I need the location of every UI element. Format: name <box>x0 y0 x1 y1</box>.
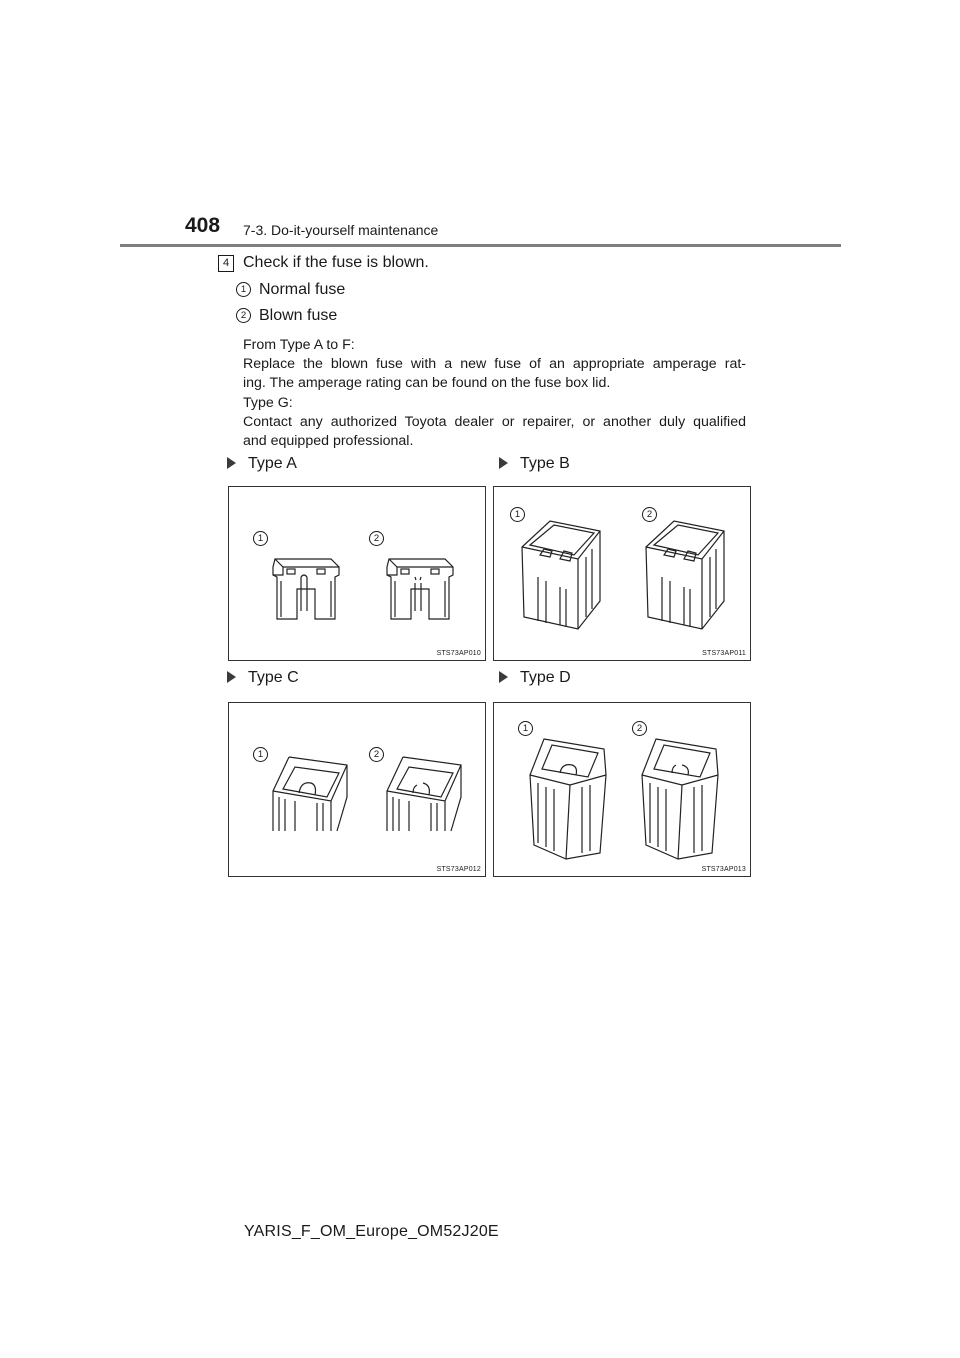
figure-label-type-a: Type A <box>227 455 297 473</box>
note-type-a-to-f <box>243 336 746 393</box>
item-number-badge: 1 <box>236 282 251 297</box>
figure-panel-type-a <box>228 486 486 661</box>
figure-code: STS73AP011 <box>702 650 746 657</box>
note-heading: Type G: <box>243 395 293 411</box>
triangle-bullet-icon <box>227 671 236 683</box>
note-line: Replace the blown fuse with a new fuse of an appropriate amperage rat- <box>243 356 746 372</box>
triangle-bullet-icon <box>499 457 508 469</box>
callout-1: 1 <box>518 721 533 736</box>
page-number: 408 <box>185 214 221 237</box>
callout-1: 1 <box>253 747 268 762</box>
header-rule <box>120 244 841 247</box>
item-number-badge: 2 <box>236 308 251 323</box>
section-title: 7-3. Do-it-yourself maintenance <box>243 222 439 238</box>
figure-label-type-b: Type B <box>499 455 570 473</box>
item-label-blown-fuse: Blown fuse <box>259 307 338 324</box>
callout-2: 2 <box>369 747 384 762</box>
callout-2: 2 <box>632 721 647 736</box>
callout-2: 2 <box>369 531 384 546</box>
callout-1: 1 <box>253 531 268 546</box>
triangle-bullet-icon <box>499 671 508 683</box>
step-number-box: 4 <box>218 255 234 272</box>
note-line: ing. The amperage rating can be found on the fuse box lid. <box>243 375 611 391</box>
figure-panel-type-d <box>493 702 751 877</box>
triangle-bullet-icon <box>227 457 236 469</box>
note-line: and equipped professional. <box>243 433 414 449</box>
step-instruction: Check if the fuse is blown. <box>243 254 429 271</box>
figure-code: STS73AP013 <box>701 866 746 873</box>
figure-label-type-c: Type C <box>227 669 299 687</box>
fuse-type-c-illustration <box>229 703 485 876</box>
figure-code: STS73AP010 <box>436 650 481 657</box>
fuse-type-a-illustration <box>229 487 485 660</box>
callout-2: 2 <box>642 507 657 522</box>
fuse-type-b-illustration <box>494 487 750 660</box>
figure-label-type-d: Type D <box>499 669 571 687</box>
item-label-normal-fuse: Normal fuse <box>259 281 346 298</box>
document-id: YARIS_F_OM_Europe_OM52J20E <box>244 1223 499 1240</box>
note-heading: From Type A to F: <box>243 337 355 353</box>
figure-panel-type-b <box>493 486 751 661</box>
callout-1: 1 <box>510 507 525 522</box>
note-type-g <box>243 394 746 451</box>
figure-panel-type-c <box>228 702 486 877</box>
figure-code: STS73AP012 <box>436 866 481 873</box>
note-line: Contact any authorized Toyota dealer or repairer, or another duly qualified <box>243 414 746 430</box>
